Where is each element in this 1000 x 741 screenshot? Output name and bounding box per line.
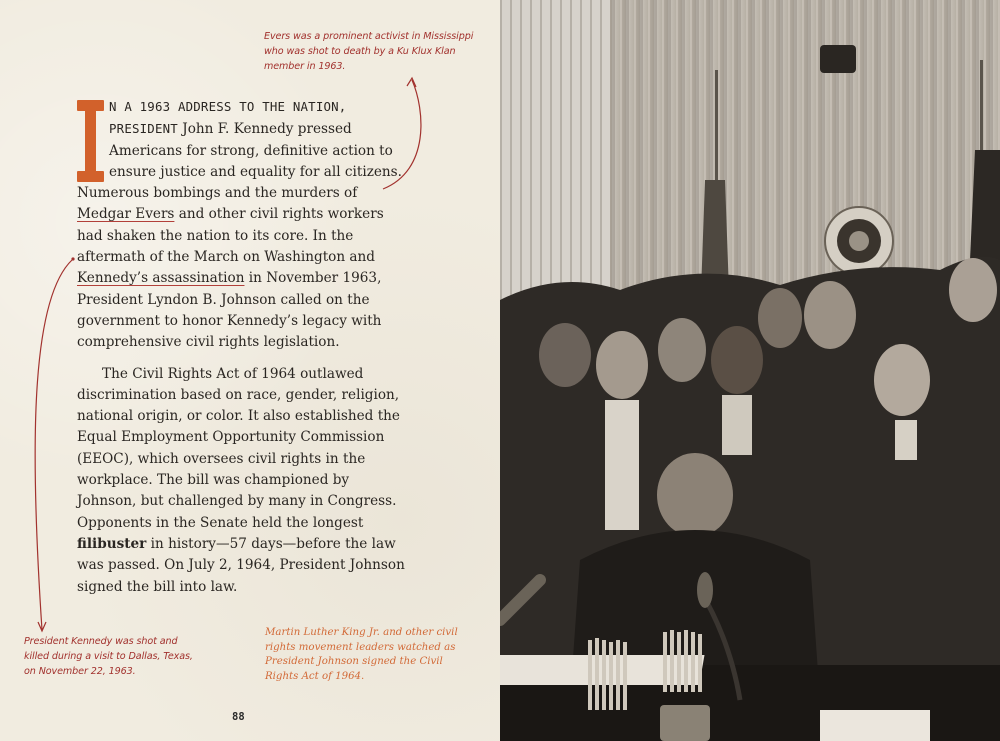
kennedy-assassination-link[interactable]: Kennedy’s assassination	[77, 270, 245, 287]
right-page-photo	[500, 0, 1000, 741]
evers-annotation: Evers was a prominent activist in Mississippi who was shot to death by a Ku Klux Klan member in 1963.	[264, 31, 474, 72]
medgar-evers-link[interactable]: Medgar Evers	[77, 206, 175, 223]
lead-in-smallcaps: N A 1963 ADDRESS TO THE NATION, PRESIDENT	[109, 99, 347, 137]
dropcap-i	[77, 100, 104, 182]
body-text	[77, 96, 407, 608]
kennedy-arrow-icon	[35, 260, 72, 630]
paragraph-1: N A 1963 ADDRESS TO THE NATION, PRESIDENT John F. Kennedy pressed Americans for strong, definitive action to ensure justice and equality for all citizens. Numerous bombings and the murders of Medgar Evers and other civil rights workers had shaken the nation to its core. In the aftermath of the March on Washington and Kennedy’s assassination in November 1963, President Lyndon B. Johnson called on the government to honor Kennedy’s legacy with comprehensive civil rights legislation.	[77, 99, 402, 351]
filibuster-term: filibuster	[77, 535, 147, 552]
page-number: 88	[232, 711, 245, 723]
paragraph-2: The Civil Rights Act of 1964 outlawed discrimination based on race, gender, religion, national origin, or color. It also established the Equal Employment Opportunity Commission (EEOC), which oversees civil rights in the workplace. The bill was championed by Johnson, but challenged by many in Congress. Opponents in the Senate held the longest filibuster in history—57 days—before the law was passed. On July 2, 1964, President Johnson signed the bill into law.	[77, 365, 405, 595]
photo-caption: Martin Luther King Jr. and other civil rights movement leaders watched as President Johnson signed the Civil Rights Act of 1964.	[265, 627, 458, 682]
kennedy-annotation: President Kennedy was shot and killed during a visit to Dallas, Texas, on November 22, 1963.	[24, 636, 193, 677]
signing-photo	[500, 0, 1000, 741]
